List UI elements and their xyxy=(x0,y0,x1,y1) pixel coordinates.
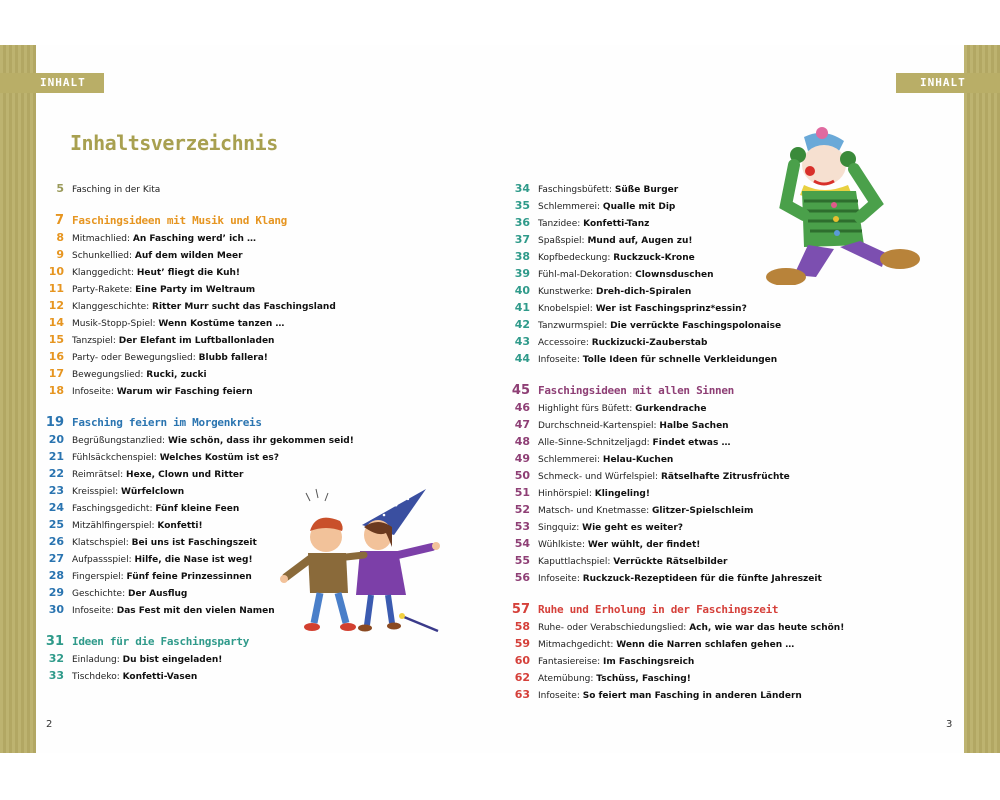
toc-entry[interactable] xyxy=(42,332,274,348)
toc-entry-category: Tischdeko: xyxy=(72,672,123,682)
toc-entry-category: Fasching in der Kita xyxy=(72,185,161,195)
toc-entry-title: Die verrückte Faschingspolonaise xyxy=(610,321,782,331)
toc-entry[interactable] xyxy=(42,568,252,584)
toc-entry-title: Verrückte Rätselbilder xyxy=(613,557,728,567)
toc-entry[interactable] xyxy=(42,483,184,499)
toc-entry-category: Begrüßungstanzlied: xyxy=(72,436,168,446)
toc-entry-title: Helau-Kuchen xyxy=(602,455,674,465)
toc-entry[interactable] xyxy=(508,417,729,433)
toc-section-heading[interactable] xyxy=(42,412,262,430)
toc-page-number: 55 xyxy=(514,554,530,567)
toc-entry-title: Ach, wie war das heute schön! xyxy=(689,623,845,633)
toc-page-number: 48 xyxy=(514,435,530,448)
toc-page-number: 18 xyxy=(48,384,64,397)
toc-entry-category: Geschichte: xyxy=(72,589,128,599)
toc-entry-category: Accessoire: xyxy=(538,338,592,348)
toc-entry[interactable] xyxy=(508,687,802,703)
toc-entry-title: Hexe, Clown und Ritter xyxy=(126,470,244,480)
toc-entry-title: Ruckizucki-Zauberstab xyxy=(591,338,708,348)
right-page-edge xyxy=(964,45,1000,753)
toc-page-number: 47 xyxy=(514,418,530,431)
toc-entry[interactable] xyxy=(508,653,694,669)
toc-entry-title: Dreh-dich-Spiralen xyxy=(596,287,692,297)
toc-entry-title: Wenn Kostüme tanzen … xyxy=(158,319,285,329)
toc-section-heading[interactable] xyxy=(508,599,778,617)
toc-entry-title: Wie geht es weiter? xyxy=(582,523,683,533)
toc-entry[interactable] xyxy=(42,500,239,516)
toc-page-number: 45 xyxy=(511,383,530,398)
toc-entry-category: Highlight fürs Büfett: xyxy=(538,404,636,414)
page-number-left: 2 xyxy=(46,719,53,730)
toc-entry-title: Fünf kleine Feen xyxy=(155,504,240,514)
toc-page-number: 60 xyxy=(514,654,530,667)
toc-entry-title: Clownsduschen xyxy=(635,270,714,280)
toc-entry-category: Wühlkiste: xyxy=(538,540,588,550)
toc-entry-category: Kreisspiel: xyxy=(72,487,121,497)
toc-entry[interactable] xyxy=(508,181,678,197)
toc-entry-title: Fünf feine Prinzessinnen xyxy=(126,572,252,582)
toc-entry[interactable] xyxy=(508,400,706,416)
toc-entry-title: Würfelclown xyxy=(120,487,185,497)
toc-page-number: 37 xyxy=(514,233,530,246)
toc-entry-category: Infoseite: xyxy=(538,574,583,584)
toc-page-number: 51 xyxy=(514,486,530,499)
toc-entry-category: Tanzidee: xyxy=(538,219,584,229)
toc-page-number: 50 xyxy=(514,469,530,482)
toc-entry[interactable] xyxy=(42,466,243,482)
toc-page-number: 42 xyxy=(514,318,530,331)
toc-entry[interactable] xyxy=(508,266,714,282)
toc-page-number: 62 xyxy=(514,671,530,684)
toc-page-number: 30 xyxy=(48,603,64,616)
book-spread xyxy=(0,45,1000,753)
toc-page-number: 15 xyxy=(48,333,64,346)
toc-entry-category: Tanzwurmspiel: xyxy=(538,321,611,331)
toc-page-number: 59 xyxy=(514,637,530,650)
toc-page-number: 49 xyxy=(514,452,530,465)
clown-illustration xyxy=(764,125,924,285)
toc-entry-title: Tolle Ideen für schnelle Verkleidungen xyxy=(582,355,778,365)
header-tab-right: INHALT xyxy=(896,73,1000,93)
toc-entry-category: Schlemmerei: xyxy=(538,202,603,212)
toc-entry-title: Eine Party im Weltraum xyxy=(135,285,256,295)
toc-entry[interactable] xyxy=(508,536,700,552)
toc-entry-title: Wer ist Faschingsprinz*essin? xyxy=(595,304,747,314)
toc-entry[interactable] xyxy=(508,283,691,299)
toc-entry-category: Ruhe- oder Verabschiedungslied: xyxy=(538,623,690,633)
toc-entry-title: Rucki, zucki xyxy=(146,370,207,380)
toc-page-number: 58 xyxy=(514,620,530,633)
toc-entry-title: Rätselhafte Zitrusfrüchte xyxy=(660,472,790,482)
toc-entry-title: Klingeling! xyxy=(594,489,650,499)
toc-entry-title: Mund auf, Augen zu! xyxy=(587,236,693,246)
toc-entry-title: Ritter Murr sucht das Faschingsland xyxy=(152,302,336,312)
toc-entry-category: Aufpassspiel: xyxy=(72,555,135,565)
toc-section-title: Ruhe und Erholung in der Faschingszeit xyxy=(538,603,779,616)
toc-page-number: 32 xyxy=(48,652,64,665)
toc-entry-title: Ruckzuck-Krone xyxy=(613,253,695,263)
toc-page-number: 20 xyxy=(48,433,64,446)
toc-page-number: 40 xyxy=(514,284,530,297)
toc-page-number: 44 xyxy=(514,352,530,365)
toc-page-number: 21 xyxy=(48,450,64,463)
toc-page-number: 54 xyxy=(514,537,530,550)
toc-page-number: 19 xyxy=(45,415,64,430)
toc-entry[interactable] xyxy=(508,519,683,535)
toc-entry-category: Singquiz: xyxy=(538,523,583,533)
toc-entry-title: An Fasching werd’ ich … xyxy=(132,234,257,244)
toc-entry[interactable] xyxy=(508,334,707,350)
toc-page-number: 35 xyxy=(514,199,530,212)
toc-entry-category: Kunstwerke: xyxy=(538,287,596,297)
toc-entry-category: Klanggedicht: xyxy=(72,268,137,278)
toc-entry[interactable] xyxy=(42,383,253,399)
toc-page-number: 5 xyxy=(56,182,64,195)
toc-entry-category: Faschingsgedicht: xyxy=(72,504,156,514)
toc-entry[interactable] xyxy=(42,668,197,684)
toc-entry[interactable] xyxy=(508,670,691,686)
toc-entry-category: Alle-Sinne-Schnitzeljagd: xyxy=(538,438,653,448)
toc-entry[interactable] xyxy=(508,232,692,248)
toc-entry-category: Kopfbedeckung: xyxy=(538,253,614,263)
toc-entry-category: Klanggeschichte: xyxy=(72,302,153,312)
toc-entry[interactable] xyxy=(508,570,822,586)
toc-page-number: 57 xyxy=(511,602,530,617)
toc-entry[interactable] xyxy=(508,451,673,467)
toc-page-number: 53 xyxy=(514,520,530,533)
toc-page-number: 38 xyxy=(514,250,530,263)
children-costume-illustration xyxy=(276,485,446,635)
toc-entry[interactable] xyxy=(508,619,844,635)
toc-entry-category: Spaßspiel: xyxy=(538,236,588,246)
toc-entry[interactable] xyxy=(508,434,730,450)
toc-entry-category: Faschingsbüfett: xyxy=(538,185,615,195)
toc-entry-title: Wie schön, dass ihr gekommen seid! xyxy=(167,436,354,446)
toc-entry[interactable] xyxy=(508,317,781,333)
toc-entry[interactable] xyxy=(508,468,790,484)
toc-page-number: 56 xyxy=(514,571,530,584)
toc-page-number: 22 xyxy=(48,467,64,480)
toc-entry[interactable] xyxy=(42,517,203,533)
toc-entry[interactable] xyxy=(508,215,649,231)
toc-entry-title: Gurkendrache xyxy=(635,404,707,414)
toc-entry-title: Süße Burger xyxy=(614,185,679,195)
toc-entry-title: Das Fest mit den vielen Namen xyxy=(116,606,275,616)
toc-page-number: 28 xyxy=(48,569,64,582)
toc-entry-category: Hinhörspiel: xyxy=(538,489,595,499)
toc-entry-category: Musik-Stopp-Spiel: xyxy=(72,319,159,329)
left-page-edge xyxy=(0,45,36,753)
toc-entry-title: Blubb fallera! xyxy=(198,353,268,363)
toc-entry-title: Konfetti! xyxy=(157,521,203,531)
toc-entry-title: Der Elefant im Luftballonladen xyxy=(118,336,275,346)
toc-entry[interactable] xyxy=(42,449,279,465)
toc-page-number: 12 xyxy=(48,299,64,312)
toc-page-number: 33 xyxy=(48,669,64,682)
toc-entry-title: Glitzer-Spielschleim xyxy=(652,506,754,516)
toc-entry[interactable] xyxy=(42,651,222,667)
toc-entry-title: Qualle mit Dip xyxy=(602,202,676,212)
toc-page-number: 26 xyxy=(48,535,64,548)
toc-entry-title: Konfetti-Vasen xyxy=(122,672,198,682)
toc-entry-category: Fühlsäckchenspiel: xyxy=(72,453,160,463)
toc-entry[interactable] xyxy=(508,553,727,569)
toc-entry-category: Bewegungslied: xyxy=(72,370,147,380)
toc-page-number: 16 xyxy=(48,350,64,363)
toc-entry-title: Tschüss, Fasching! xyxy=(596,674,691,684)
toc-entry[interactable] xyxy=(42,585,187,601)
toc-entry-category: Fantasiereise: xyxy=(538,657,603,667)
toc-entry-category: Mitzählfingerspiel: xyxy=(72,521,158,531)
toc-entry[interactable] xyxy=(42,432,354,448)
toc-entry-title: Bei uns ist Faschingszeit xyxy=(131,538,257,548)
toc-entry[interactable] xyxy=(42,349,268,365)
toc-entry[interactable] xyxy=(42,230,256,246)
toc-entry-category: Atemübung: xyxy=(538,674,597,684)
toc-entry[interactable] xyxy=(42,181,160,197)
toc-entry[interactable] xyxy=(508,485,650,501)
toc-entry-category: Tanzspiel: xyxy=(72,336,119,346)
page-title: Inhaltsverzeichnis xyxy=(70,131,278,155)
toc-page-number: 25 xyxy=(48,518,64,531)
toc-entry-title: Ruckzuck-Rezeptideen für die fünfte Jahreszeit xyxy=(582,574,822,584)
toc-entry-category: Knobelspiel: xyxy=(538,304,596,314)
toc-page-number: 8 xyxy=(56,231,64,244)
toc-entry-category: Kaputtlachspiel: xyxy=(538,557,614,567)
toc-entry-title: Wenn die Narren schlafen gehen … xyxy=(616,640,795,650)
toc-page-number: 52 xyxy=(514,503,530,516)
toc-section-heading[interactable] xyxy=(508,380,734,398)
toc-entry[interactable] xyxy=(42,551,253,567)
toc-entry[interactable] xyxy=(508,351,777,367)
toc-entry-category: Mitmachgedicht: xyxy=(538,640,617,650)
page-number-right: 3 xyxy=(946,719,953,730)
toc-entry-category: Matsch- und Knetmasse: xyxy=(538,506,653,516)
toc-entry[interactable] xyxy=(508,502,753,518)
toc-page-number: 9 xyxy=(56,248,64,261)
toc-entry[interactable] xyxy=(42,366,207,382)
toc-entry-category: Mitmachlied: xyxy=(72,234,133,244)
toc-entry-category: Fühl-mal-Dekoration: xyxy=(538,270,636,280)
toc-entry-title: Halbe Sachen xyxy=(659,421,729,431)
toc-entry[interactable] xyxy=(42,247,243,263)
toc-page-number: 63 xyxy=(514,688,530,701)
toc-entry-title: Hilfe, die Nase ist weg! xyxy=(134,555,253,565)
toc-page-number: 11 xyxy=(48,282,64,295)
toc-entry-title: Welches Kostüm ist es? xyxy=(159,453,279,463)
toc-entry[interactable] xyxy=(508,636,794,652)
toc-page-number: 41 xyxy=(514,301,530,314)
toc-entry-title: Warum wir Fasching feiern xyxy=(116,387,253,397)
toc-entry-category: Infoseite: xyxy=(72,606,117,616)
toc-section-title: Faschingsideen mit allen Sinnen xyxy=(538,384,734,397)
toc-section-heading[interactable] xyxy=(42,210,287,228)
toc-entry[interactable] xyxy=(508,249,695,265)
toc-entry-category: Einladung: xyxy=(72,655,123,665)
toc-entry-title: Wer wühlt, der findet! xyxy=(587,540,701,550)
toc-entry[interactable] xyxy=(42,281,255,297)
toc-page-number: 17 xyxy=(48,367,64,380)
toc-entry-category: Reimrätsel: xyxy=(72,470,127,480)
toc-page-number: 31 xyxy=(45,634,64,649)
toc-page-number: 46 xyxy=(514,401,530,414)
toc-page-number: 27 xyxy=(48,552,64,565)
toc-page-number: 10 xyxy=(48,265,64,278)
toc-entry-category: Schmeck- und Würfelspiel: xyxy=(538,472,661,482)
toc-entry-category: Party- oder Bewegungslied: xyxy=(72,353,199,363)
toc-section-title: Ideen für die Faschingsparty xyxy=(72,635,250,648)
toc-entry-category: Infoseite: xyxy=(72,387,117,397)
toc-page-number: 23 xyxy=(48,484,64,497)
toc-section-heading[interactable] xyxy=(42,631,249,649)
toc-entry-title: Auf dem wilden Meer xyxy=(134,251,243,261)
toc-entry-category: Fingerspiel: xyxy=(72,572,127,582)
toc-entry-title: Konfetti-Tanz xyxy=(583,219,650,229)
toc-entry-category: Durchschneid-Kartenspiel: xyxy=(538,421,660,431)
toc-section-title: Faschingsideen mit Musik und Klang xyxy=(72,214,287,227)
toc-entry[interactable] xyxy=(508,198,675,214)
toc-page-number: 43 xyxy=(514,335,530,348)
toc-entry-title: Heut’ fliegt die Kuh! xyxy=(136,268,241,278)
toc-section-title: Fasching feiern im Morgenkreis xyxy=(72,416,262,429)
toc-page-number: 29 xyxy=(48,586,64,599)
toc-page-number: 36 xyxy=(514,216,530,229)
toc-entry-title: Du bist eingeladen! xyxy=(122,655,223,665)
toc-entry-category: Infoseite: xyxy=(538,355,583,365)
toc-page-number: 24 xyxy=(48,501,64,514)
toc-entry-category: Party-Rakete: xyxy=(72,285,136,295)
toc-entry-category: Infoseite: xyxy=(538,691,583,701)
header-tab-left: INHALT xyxy=(0,73,104,93)
toc-entry[interactable] xyxy=(42,602,275,618)
toc-page-number: 7 xyxy=(54,213,64,228)
toc-entry-category: Schlemmerei: xyxy=(538,455,603,465)
toc-entry-title: Findet etwas … xyxy=(652,438,731,448)
toc-entry[interactable] xyxy=(42,264,240,280)
toc-entry[interactable] xyxy=(42,315,284,331)
toc-page-number: 34 xyxy=(514,182,530,195)
toc-page-number: 39 xyxy=(514,267,530,280)
toc-page-number: 14 xyxy=(48,316,64,329)
toc-entry-title: Der Ausflug xyxy=(127,589,188,599)
toc-entry[interactable] xyxy=(42,534,257,550)
toc-entry-title: So feiert man Fasching in anderen Ländern xyxy=(582,691,802,701)
toc-entry[interactable] xyxy=(42,298,336,314)
toc-entry-category: Klatschspiel: xyxy=(72,538,132,548)
toc-entry[interactable] xyxy=(508,300,747,316)
toc-entry-title: Im Faschingsreich xyxy=(603,657,695,667)
toc-entry-category: Schunkellied: xyxy=(72,251,135,261)
